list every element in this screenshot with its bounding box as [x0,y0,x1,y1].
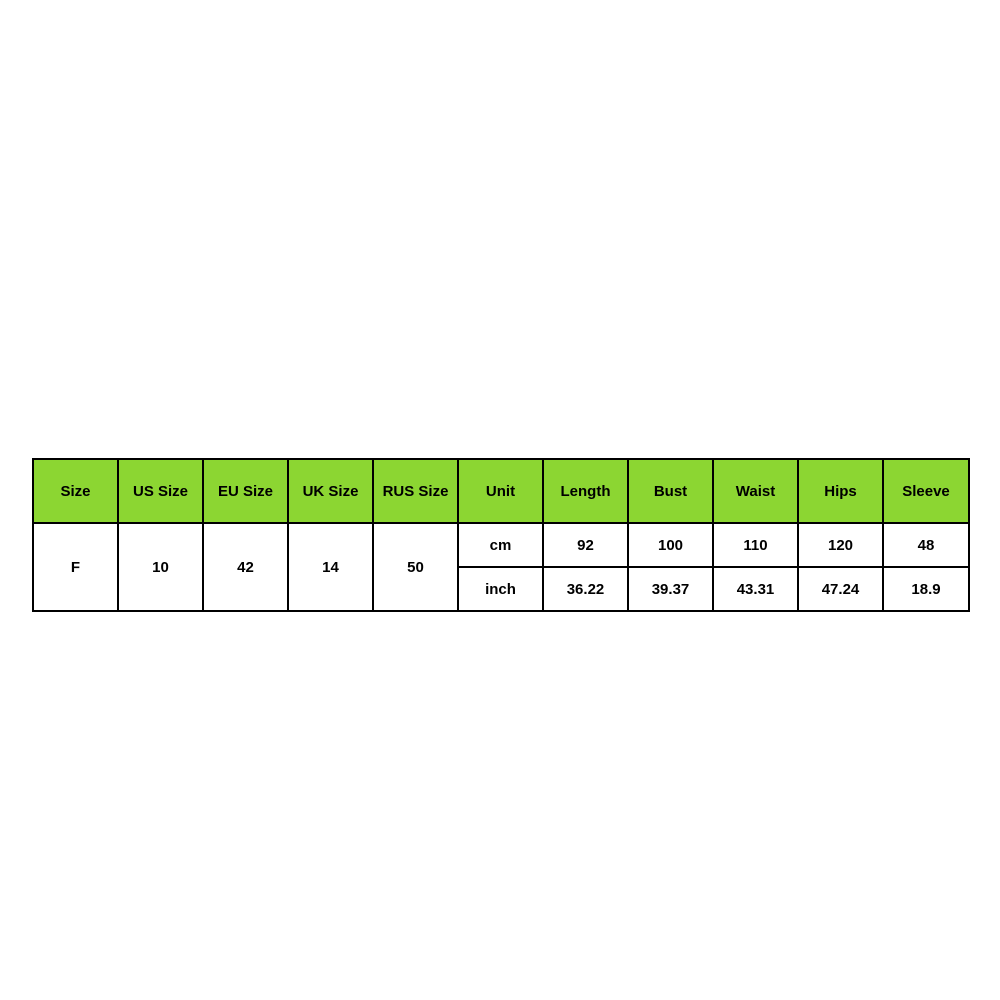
cell-waist-inch: 43.31 [713,567,798,611]
cell-us-size: 10 [118,523,203,611]
cell-waist-cm: 110 [713,523,798,567]
cell-length-inch: 36.22 [543,567,628,611]
column-header-rus-size: RUS Size [373,459,458,523]
size-chart-container [32,458,968,612]
cell-eu-size: 42 [203,523,288,611]
table-header-row [33,459,969,523]
cell-bust-inch: 39.37 [628,567,713,611]
table-row [33,523,969,567]
column-header-us-size: US Size [118,459,203,523]
cell-rus-size: 50 [373,523,458,611]
cell-size: F [33,523,118,611]
cell-bust-cm: 100 [628,523,713,567]
column-header-eu-size: EU Size [203,459,288,523]
column-header-size: Size [33,459,118,523]
column-header-bust: Bust [628,459,713,523]
column-header-hips: Hips [798,459,883,523]
column-header-sleeve: Sleeve [883,459,969,523]
cell-sleeve-inch: 18.9 [883,567,969,611]
column-header-unit: Unit [458,459,543,523]
cell-sleeve-cm: 48 [883,523,969,567]
size-chart-table [32,458,970,612]
column-header-waist: Waist [713,459,798,523]
cell-unit-cm: cm [458,523,543,567]
column-header-length: Length [543,459,628,523]
table-body [33,523,969,611]
cell-hips-cm: 120 [798,523,883,567]
cell-length-cm: 92 [543,523,628,567]
cell-uk-size: 14 [288,523,373,611]
table-header [33,459,969,523]
column-header-uk-size: UK Size [288,459,373,523]
cell-hips-inch: 47.24 [798,567,883,611]
cell-unit-inch: inch [458,567,543,611]
